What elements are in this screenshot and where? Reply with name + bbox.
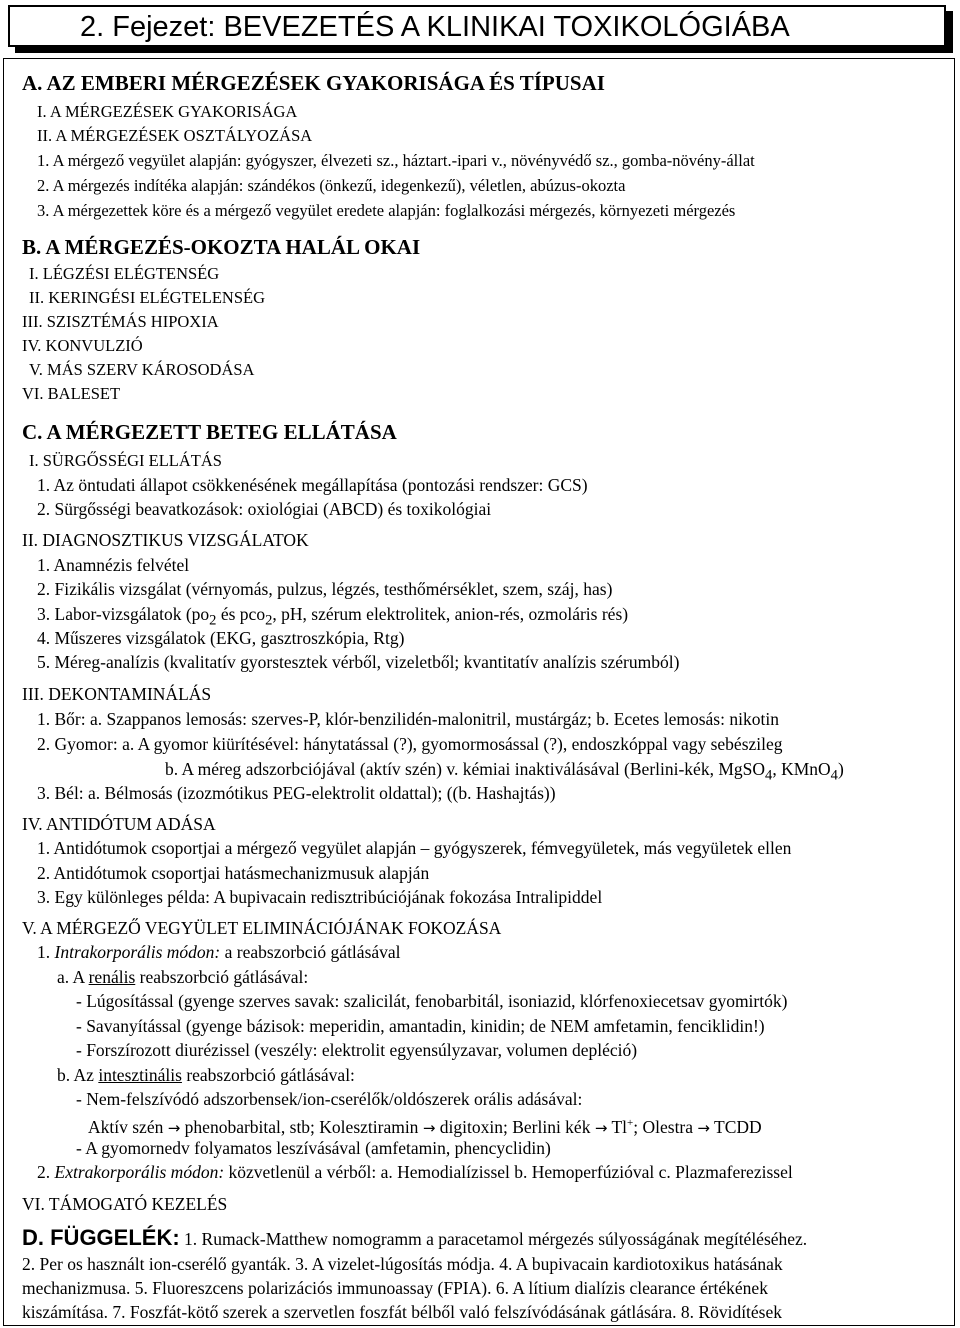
section-b-heading: B. A MÉRGEZÉS-OKOZTA HALÁL OKAI — [22, 235, 421, 259]
section-d-line: mechanizmusa. 5. Fluoreszcens polarizációs immunoassay (FPIA). 6. A lítium dialízis clearance értékének — [22, 1278, 768, 1298]
section-d-line1: D. FÜGGELÉK: 1. Rumack-Matthew nomogramm a paracetamol mérgezés súlyosságának megítéléséhez. — [22, 1225, 808, 1250]
section-c-v-b: b. Az intesztinális reabszorbció gátlásával: — [57, 1065, 355, 1085]
section-c-v-a-item: - Savanyítással (gyenge bázisok: meperidin, amantadin, kinidin; de NEM amfetamin, fenciklidin!) — [76, 1016, 765, 1036]
section-c-i-item: 2. Sürgősségi beavatkozások: oxiológiai (ABCD) és toxikológiai — [37, 499, 492, 519]
section-a-ii: II. A MÉRGEZÉSEK OSZTÁLYOZÁSA — [37, 126, 313, 145]
section-b-item: I. LÉGZÉSI ELÉGTENSÉG — [29, 264, 220, 283]
section-b-item: V. MÁS SZERV KÁROSODÁSA — [29, 360, 255, 379]
section-b-item: VI. BALESET — [22, 384, 121, 403]
arrow-icon: → — [697, 1118, 710, 1137]
section-c-ii-item: 2. Fizikális vizsgálat (vérnyomás, pulzus, légzés, testhőmérséklet, szem, száj, has) — [37, 579, 613, 599]
section-c-iii-title: III. DEKONTAMINÁLÁS — [22, 684, 212, 704]
arrow-icon: → — [167, 1118, 181, 1137]
section-c-iv-title: IV. ANTIDÓTUM ADÁSA — [22, 814, 216, 834]
section-c-iii-item: 3. Bél: a. Bélmosás (izozmótikus PEG-elektrolit oldattal); ((b. Hashajtás)) — [37, 783, 556, 803]
section-b-item: IV. KONVULZIÓ — [22, 336, 143, 355]
section-c-iv-item: 1. Antidótumok csoportjai a mérgező vegyület alapján – gyógyszerek, fémvegyületek, más vegyületek ellen — [37, 838, 792, 858]
section-c-v-b-examples: Aktív szén → phenobarbital, stb; Kolesztiramin → digitoxin; Berlini kék → Tl+; Olestra → TCDD — [88, 1116, 762, 1137]
section-c-ii-item: 1. Anamnézis felvétel — [37, 555, 190, 575]
section-c-v-b-item: - A gyomornedv folyamatos leszívásával (amfetamin, phencyclidin) — [76, 1138, 551, 1158]
section-c-ii-item: 4. Műszeres vizsgálatok (EKG, gasztroszkópia, Rtg) — [37, 628, 405, 648]
section-c-v-a-item: - Forszírozott diurézissel (veszély: elektrolit egyensúlyzavar, volumen depléció) — [76, 1040, 638, 1060]
section-c-v-b-item: - Nem-felszívódó adszorbensek/ion-cserélők/oldószerek orális adásával: — [76, 1089, 583, 1109]
section-c-i-title: I. SÜRGŐSSÉGI ELLÁTÁS — [29, 451, 222, 470]
section-a-item: 2. A mérgezés indítéka alapján: szándékos (önkezű, idegenkezű), véletlen, abúzus-okozta — [37, 176, 626, 195]
section-c-vi-title: VI. TÁMOGATÓ KEZELÉS — [22, 1194, 228, 1214]
section-b-item: III. SZISZTÉMÁS HIPOXIA — [22, 312, 219, 331]
section-a-item: 1. A mérgező vegyület alapján: gyógyszer, élvezeti sz., háztart.-ipari v., növényvédő sz., gomba-növény-állat — [37, 151, 755, 170]
section-c-heading: C. A MÉRGEZETT BETEG ELLÁTÁSA — [22, 420, 397, 444]
arrow-icon: → — [422, 1118, 436, 1137]
arrow-icon: → — [594, 1118, 608, 1137]
section-c-iii-item: 1. Bőr: a. Szappanos lemosás: szerves-P, klór-benzilidén-malonitril, mustárgáz; b. Ecetes lemosás: nikotin — [37, 709, 779, 729]
section-d-line: kiszámítása. 7. Foszfát-kötő szerek a szervetlen foszfát bélből való felszívódásának gátlására. 8. Rövidítések — [22, 1302, 783, 1322]
section-b-item: II. KERINGÉSI ELÉGTELENSÉG — [29, 288, 265, 307]
chapter-title-box — [8, 5, 946, 47]
section-c-ii-title: II. DIAGNOSZTIKUS VIZSGÁLATOK — [22, 530, 309, 550]
section-c-v-2: 2. Extrakorporális módon: közvetlenül a vérből: a. Hemodialízissel b. Hemoperfúzióval c. Plazmaferezissel — [37, 1162, 793, 1182]
section-a-i: I. A MÉRGEZÉSEK GYAKORISÁGA — [37, 102, 298, 121]
section-a-heading: A. AZ EMBERI MÉRGEZÉSEK GYAKORISÁGA ÉS TÍPUSAI — [22, 71, 605, 95]
section-d-heading: D. FÜGGELÉK: — [22, 1225, 180, 1250]
section-c-v-a: a. A renális reabszorbció gátlásával: — [57, 967, 309, 987]
section-c-ii-item: 5. Méreg-analízis (kvalitatív gyorstesztek vérből, vizeletből; kvantitatív analízis szérumból) — [37, 652, 680, 672]
section-c-v-1: 1. Intrakorporális módon: a reabszorbció gátlásával — [37, 942, 401, 962]
chapter-title: 2. Fejezet: BEVEZETÉS A KLINIKAI TOXIKOLÓGIÁBA — [80, 11, 790, 43]
section-c-i-item: 1. Az öntudati állapot csökkenésének megállapítása (pontozási rendszer: GCS) — [37, 475, 588, 495]
section-c-v-a-item: - Lúgosítással (gyenge szerves savak: szalicilát, fenobarbitál, isoniazid, klórfenoxiecetsav gyomirtók) — [76, 991, 788, 1011]
section-c-v-title: V. A MÉRGEZŐ VEGYÜLET ELIMINÁCIÓJÁNAK FOKOZÁSA — [22, 918, 502, 938]
section-c-ii-item-labor: 3. Labor-vizsgálatok ($po_2$ és pco$_2$, pH, szérum elektrolitek, anion-rés, ozmoláris rés) — [37, 604, 629, 629]
section-c-iii-item-2b: b. A méreg adszorbciójával (aktív szén) v. kémiai inaktiválásával (Berlini-kék, MgSO$_4$, KMnO$_4$) — [165, 759, 844, 784]
section-a-item: 3. A mérgezettek köre és a mérgező vegyület eredete alapján: foglalkozási mérgezés, környezeti mérgezés — [37, 201, 736, 220]
section-d-line: 2. Per os használt ion-cserélő gyanták. 3. A vizelet-lúgosítás módja. 4. A bupivacain kardiotoxikus hatásának — [22, 1254, 783, 1274]
section-c-iv-item: 3. Egy különleges példa: A bupivacain redisztribúciójának fokozása Intralipiddel — [37, 887, 603, 907]
section-c-iii-item: 2. Gyomor: a. A gyomor kiürítésével: hánytatással (?), gyomormosással (?), endoszkóppal vagy sebészileg — [37, 734, 783, 754]
section-c-iv-item: 2. Antidótumok csoportjai hatásmechanizmusuk alapján — [37, 863, 430, 883]
